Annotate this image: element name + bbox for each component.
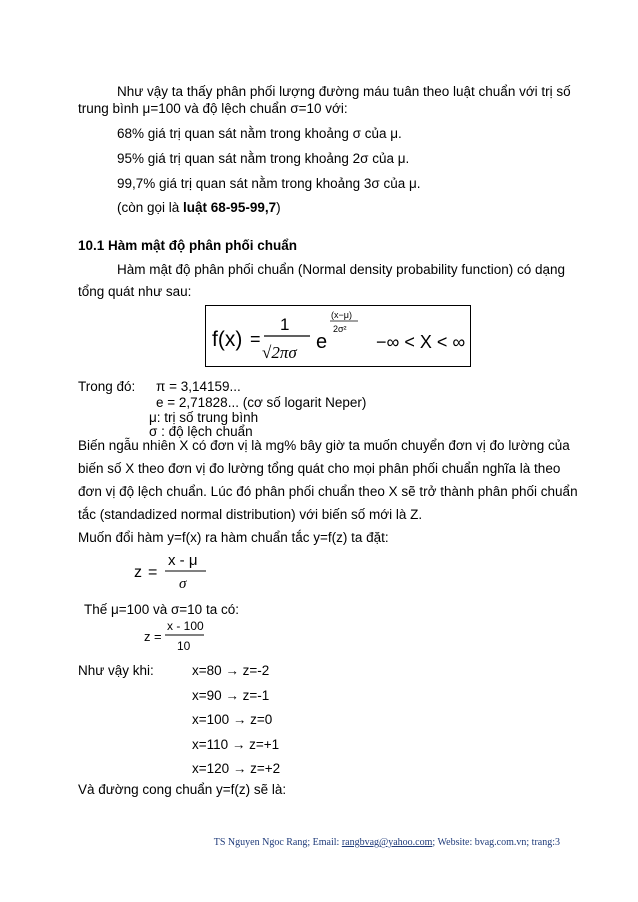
formula-denominator: √2πσ [262,343,297,362]
definition-mu: μ: trị số trung bình [149,410,259,425]
paragraph-line-2: biến số X theo đơn vị đo lường tổng quát cho mọi phân phối chuẩn nghĩa là theo [78,461,561,476]
density-formula [206,306,469,365]
definitions-label: Trong đó: [78,379,136,394]
page-footer [214,837,560,848]
z-formula-denominator: σ [179,576,187,592]
footer-suffix: ; Website: bvag.com.vn; trang:3 [432,837,560,848]
rule-name-bold: luật 68-95-99,7 [183,200,277,215]
paragraph-line-3: đơn vị độ lệch chuẩn. Lúc đó phân phối chuẩn theo X sẽ trở thành phân phối chuẩn [78,484,578,499]
z-formula-numeric-equals: = [154,629,162,644]
formula-exponent-numerator: (x−μ) [331,310,352,320]
mapping-row: x=120 → z=+2 [192,761,281,776]
paragraph-line-4: tắc (standadized normal distribution) với biến số mới là Z. [78,507,423,522]
z-formula-numeric-lhs: z [144,629,151,644]
formula-equals: = [250,329,261,349]
z-formula-numeric-denominator: 10 [177,639,191,653]
definition-e: e = 2,71828... (cơ số logarit Neper) [156,395,367,410]
rule-item-99: 99,7% giá trị quan sát nằm trong khoảng 3σ của μ. [117,176,421,191]
definition-sigma: σ : độ lệch chuẩn [149,424,253,439]
formula-domain: −∞ < X < ∞ [376,332,466,352]
paragraph-line-1: Biến ngẫu nhiên X có đơn vị là mg% bây giờ ta muốn chuyển đơn vị đo lường của [78,438,570,453]
formula-exponential-base: e [316,331,328,353]
mapping-row: x=90 → z=-1 [192,688,270,703]
formula-exponent-denominator: 2σ² [333,324,347,334]
substitution-text: Thế μ=100 và σ=10 ta có: [84,602,239,617]
closing-text: Và đường cong chuẩn y=f(z) sẽ là: [78,782,287,797]
mapping-row: x=80 → z=-2 [192,663,270,678]
rule-item-95: 95% giá trị quan sát nằm trong khoảng 2σ của μ. [117,151,410,166]
section-heading: 10.1 Hàm mật độ phân phối chuẩn [78,238,298,253]
z-formula-numeric [140,618,212,654]
section-line-1: Hàm mật độ phân phối chuẩn (Normal density probability function) có dạng [117,262,565,277]
mapping-row: x=110 → z=+1 [192,737,280,752]
rule-name-prefix: (còn gọi là [117,200,184,215]
rule-item-68: 68% giá trị quan sát nằm trong khoảng σ của μ. [117,126,402,141]
mapping-row: x=100 → z=0 [192,712,273,727]
density-formula-box [205,305,471,367]
rule-name-suffix: ) [276,200,281,215]
section-line-2: tổng quát như sau: [78,284,192,299]
formula-lhs: f(x) [212,328,243,351]
z-formula-numeric-numerator: x - 100 [167,619,204,633]
rule-name [117,200,281,216]
intro-line-2: trung bình μ=100 và độ lệch chuẩn σ=10 với: [78,101,348,116]
formula-numerator: 1 [280,315,290,334]
z-formula-equals: = [148,564,158,581]
z-formula-numerator: x - μ [168,552,198,569]
footer-prefix: TS Nguyen Ngoc Rang; Email: [213,837,342,848]
paragraph-line-5: Muốn đổi hàm y=f(x) ra hàm chuẩn tắc y=f(z) ta đặt: [78,530,389,545]
z-formula-lhs: z [134,564,142,581]
definition-pi: π = 3,14159... [156,379,241,394]
intro-line-1: Như vậy ta thấy phân phối lượng đường máu tuân theo luật chuẩn với trị số [117,84,571,99]
z-formula [128,550,208,592]
footer-email-link[interactable]: rangbvag@yahoo.com [341,837,433,848]
mapping-label: Như vậy khi: [78,663,154,678]
